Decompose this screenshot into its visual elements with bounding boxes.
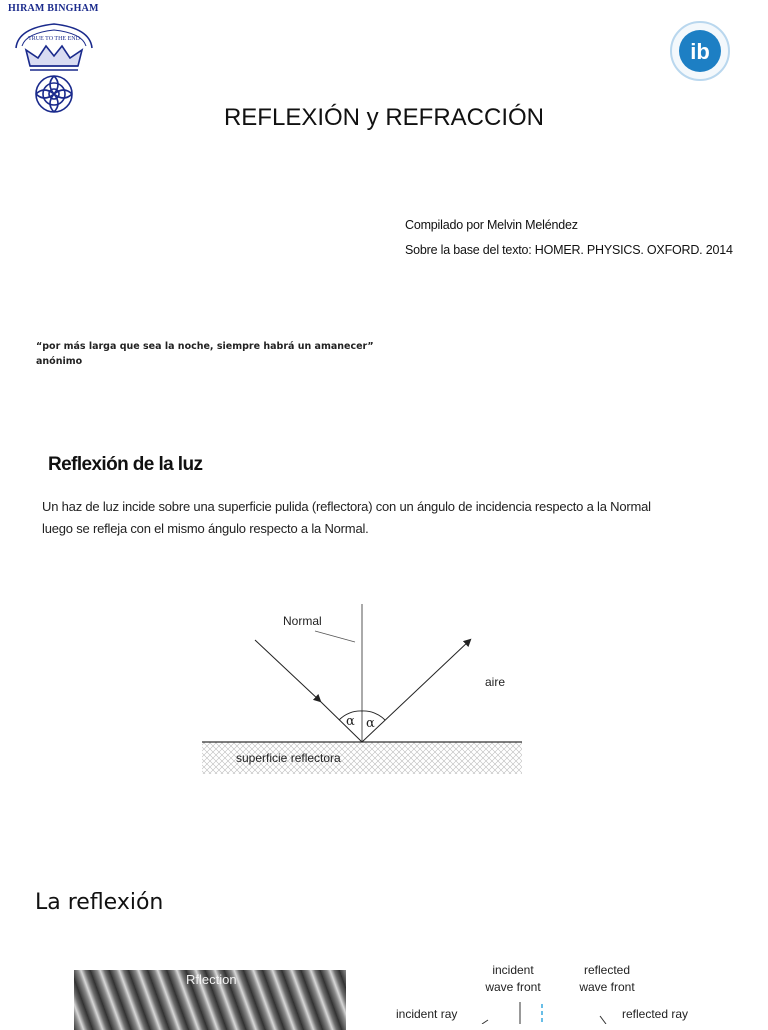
compiled-by: Compilado por Melvin Meléndez	[405, 218, 578, 232]
reflection-diagram	[195, 596, 535, 786]
surface-label: superficie reflectora	[236, 751, 341, 765]
medium-label: aire	[485, 675, 506, 689]
school-crest-logo	[8, 18, 100, 116]
incident-ray-upper	[255, 640, 320, 701]
school-name: HIRAM BINGHAM	[8, 3, 99, 14]
wave-front-diagram	[470, 1000, 630, 1024]
paragraph-line-1: Un haz de luz incide sobre una superficie pulida (reflectora) con un ángulo de incidencia respecto a la Normal	[42, 499, 651, 514]
normal-label: Normal	[283, 614, 322, 628]
reflected-wave-front-line-1: reflected	[583, 963, 631, 977]
ib-logo	[668, 20, 732, 82]
incident-wave-front-line-1: incident	[492, 963, 534, 977]
ib-logo-letters: ib	[690, 39, 710, 64]
crest-motto: TRUE TO THE END	[28, 36, 80, 42]
normal-pointer	[315, 631, 355, 642]
quote-text: “por más larga que sea la noche, siempre habrá un amanecer”	[36, 341, 374, 352]
reflected-ray	[362, 640, 470, 742]
section-heading-reflexion-luz: Reflexión de la luz	[48, 454, 203, 475]
incident-wave-front-line-2: wave front	[485, 980, 541, 994]
incident-ray-lower	[320, 701, 362, 742]
source-reference: Sobre la base del texto: HOMER. PHYSICS. OXFORD. 2014	[405, 243, 733, 257]
section-heading-la-reflexion: La reflexión	[35, 890, 164, 915]
page-title: REFLEXIÓN y REFRACCIÓN	[223, 104, 545, 131]
incident-wave-front-label	[478, 962, 548, 996]
incident-ray-stub	[482, 1020, 488, 1024]
incident-angle-label: α	[346, 714, 355, 729]
incident-ray-label: incident ray	[396, 1007, 458, 1021]
reflected-wave-front-label	[572, 962, 642, 996]
reflected-wave-front-line-2: wave front	[579, 980, 635, 994]
reflected-ray-label: reflected ray	[622, 1007, 689, 1021]
quote-author: anónimo	[36, 356, 83, 367]
paragraph-line-2: luego se refleja con el mismo ángulo respecto a la Normal.	[42, 521, 369, 536]
photo-label: Rflection	[186, 972, 237, 987]
reflected-angle-label: α	[366, 716, 375, 731]
reflected-ray-stub	[600, 1016, 606, 1024]
